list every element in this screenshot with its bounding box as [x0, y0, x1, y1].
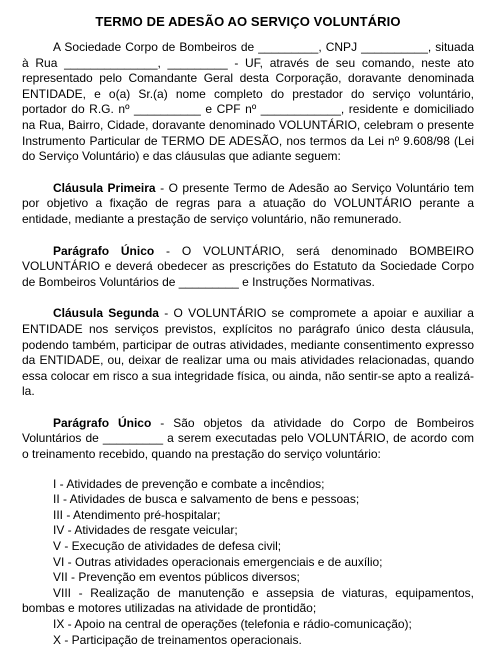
activity-list: [22, 477, 474, 648]
clause-1-sole-paragraph-label: Parágrafo Único: [53, 243, 155, 258]
clause-1-label: Cláusula Primeira: [53, 180, 156, 195]
list-item: VII - Prevenção em eventos públicos diversos;: [53, 570, 300, 585]
list-item: VIII - Realização de manutenção e assepsia de viaturas, equipamentos, bombas e motores utilizadas na atividade de prontidão;: [22, 585, 474, 616]
list-item: X - Participação de treinamentos operacionais.: [53, 632, 302, 647]
list-item: III - Atendimento pré-hospitalar;: [53, 507, 221, 522]
clause-2-label: Cláusula Segunda: [53, 306, 159, 321]
list-item: VI - Outras atividades operacionais emergenciais e de auxílio;: [53, 554, 383, 569]
document-title: TERMO DE ADESÃO AO SERVIÇO VOLUNTÁRIO: [95, 14, 401, 29]
clause-2: [22, 306, 474, 400]
clause-1: [22, 181, 474, 228]
clause-1-sole-paragraph-text: - O VOLUNTÁRIO, será denominado BOMBEIRO VOLUNTÁRIO e deverá obedecer as prescrições do Estatuto da Sociedade Corpo de Bombeiros Voluntários de _________ e Instruções Normativas.: [22, 243, 474, 289]
clause-2-sole-paragraph-text: - São objetos da atividade do Corpo de Bombeiros Voluntários de _________ a serem executadas pelo VOLUNTÁRIO, de acordo com o treinamento recebido, quando na prestação do serviço voluntário:: [22, 415, 474, 462]
list-item: IV - Atividades de resgate veicular;: [53, 523, 238, 538]
clause-1-sole-paragraph: [22, 244, 474, 291]
clause-2-sole-paragraph-label: Parágrafo Único: [53, 415, 152, 430]
clause-2-sole-paragraph: [22, 416, 474, 463]
list-item: II - Atividades de busca e salvamento de bens e pessoas;: [53, 492, 360, 507]
clause-2-text: - O VOLUNTÁRIO se compromete a apoiar e auxiliar a ENTIDADE nos serviços previstos, explícitos no parágrafo único desta cláusula, podendo também, participar de outras atividades, mediante consentimento expresso da ENTIDADE, ou, deixar de realizar uma ou mais atividades relacionadas, quando essa colocar em risco a sua integridade física, ou ainda, não sentir-se apto a realizá-la.: [22, 306, 474, 399]
list-item: I - Atividades de prevenção e combate a incêndios;: [53, 476, 325, 491]
list-item: IX - Apoio na central de operações (telefonia e rádio-comunicação);: [53, 617, 412, 631]
clause-1-text: - O presente Termo de Adesão ao Serviço Voluntário tem por objetivo a fixação de regras para a atuação do VOLUNTÁRIO perante a entidade, mediante a prestação de serviço voluntário, não remunerado.: [22, 180, 474, 226]
list-item: V - Execução de atividades de defesa civil;: [53, 539, 282, 554]
intro-paragraph: A Sociedade Corpo de Bombeiros de _________, CNPJ __________, situada à Rua ______________, _________ - UF, através de seu comando, neste ato representado pelo Comandante Geral desta Corporação, doravante denominada ENTIDADE, e o(a) Sr.(a) nome completo do prestador do serviço voluntário, portador do R.G. nº __________ e CPF nº ____________, residente e domiciliado na Rua, Bairro, Cidade, doravante denominado VOLUNTÁRIO, celebram o presente Instrumento Particular de TERMO DE ADESÃO, nos termos da Lei nº 9.608/98 (Lei do Serviço Voluntário) e das cláusulas que adiante seguem:: [22, 40, 474, 164]
